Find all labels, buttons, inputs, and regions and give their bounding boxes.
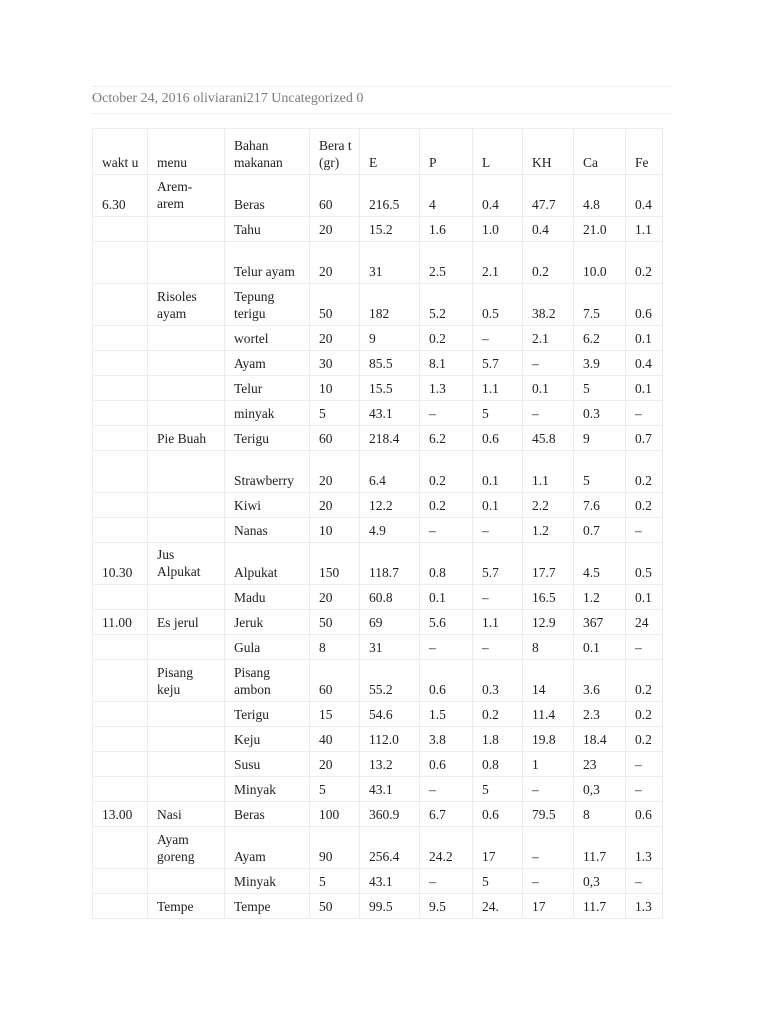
cell-berat: 40 xyxy=(310,727,360,752)
cell-protein: 0.8 xyxy=(420,543,473,585)
cell-protein: 1.5 xyxy=(420,702,473,727)
cell-menu: Arem-arem xyxy=(148,175,225,217)
header-berat: Bera t (gr) xyxy=(310,129,360,175)
cell-berat: 50 xyxy=(310,610,360,635)
cell-energi: 12.2 xyxy=(360,493,420,518)
cell-waktu xyxy=(93,284,148,326)
table-header-row xyxy=(93,129,663,175)
cell-protein: 3.8 xyxy=(420,727,473,752)
cell-energi: 13.2 xyxy=(360,752,420,777)
table-row xyxy=(93,426,663,451)
cell-protein: 0.1 xyxy=(420,585,473,610)
cell-berat: 5 xyxy=(310,777,360,802)
cell-protein: – xyxy=(420,635,473,660)
cell-kalsium: 4.5 xyxy=(574,543,626,585)
cell-energi: 60.8 xyxy=(360,585,420,610)
cell-besi: – xyxy=(626,401,663,426)
cell-energi: 54.6 xyxy=(360,702,420,727)
cell-protein: 24.2 xyxy=(420,827,473,869)
table-row xyxy=(93,401,663,426)
cell-protein: 6.2 xyxy=(420,426,473,451)
cell-bahan: Ayam xyxy=(225,827,310,869)
cell-kalsium: 23 xyxy=(574,752,626,777)
cell-berat: 20 xyxy=(310,451,360,493)
cell-waktu xyxy=(93,518,148,543)
cell-lemak: 1.1 xyxy=(473,610,523,635)
cell-energi: 85.5 xyxy=(360,351,420,376)
cell-menu xyxy=(148,702,225,727)
cell-menu: Risoles ayam xyxy=(148,284,225,326)
cell-energi: 256.4 xyxy=(360,827,420,869)
post-author[interactable]: oliviarani217 xyxy=(193,91,268,106)
cell-kalsium: 3.9 xyxy=(574,351,626,376)
cell-menu xyxy=(148,401,225,426)
cell-menu xyxy=(148,518,225,543)
cell-berat: 20 xyxy=(310,493,360,518)
cell-energi: 360.9 xyxy=(360,802,420,827)
cell-bahan: Pisang ambon xyxy=(225,660,310,702)
table-row xyxy=(93,493,663,518)
table-row xyxy=(93,660,663,702)
cell-menu: Ayam goreng xyxy=(148,827,225,869)
cell-protein: – xyxy=(420,777,473,802)
cell-karbohidrat: 45.8 xyxy=(523,426,574,451)
table-row xyxy=(93,802,663,827)
cell-kalsium: 367 xyxy=(574,610,626,635)
cell-berat: 90 xyxy=(310,827,360,869)
cell-protein: 0.6 xyxy=(420,752,473,777)
table-row xyxy=(93,585,663,610)
table-row xyxy=(93,827,663,869)
cell-protein: 5.6 xyxy=(420,610,473,635)
cell-energi: 4.9 xyxy=(360,518,420,543)
cell-karbohidrat: – xyxy=(523,777,574,802)
cell-lemak: 5.7 xyxy=(473,543,523,585)
cell-waktu xyxy=(93,702,148,727)
cell-kalsium: 10.0 xyxy=(574,242,626,284)
cell-menu xyxy=(148,242,225,284)
cell-kalsium: 0,3 xyxy=(574,869,626,894)
cell-energi: 43.1 xyxy=(360,777,420,802)
cell-protein: 0.2 xyxy=(420,451,473,493)
cell-karbohidrat: 12.9 xyxy=(523,610,574,635)
cell-bahan: Tempe xyxy=(225,894,310,919)
table-row xyxy=(93,869,663,894)
cell-kalsium: 0.3 xyxy=(574,401,626,426)
cell-karbohidrat: 16.5 xyxy=(523,585,574,610)
cell-besi: 0.4 xyxy=(626,351,663,376)
cell-besi: 1.3 xyxy=(626,827,663,869)
table-row xyxy=(93,217,663,242)
cell-waktu xyxy=(93,351,148,376)
cell-bahan: Terigu xyxy=(225,426,310,451)
cell-bahan: Terigu xyxy=(225,702,310,727)
cell-bahan: Beras xyxy=(225,175,310,217)
post-category[interactable]: Uncategorized xyxy=(271,91,353,106)
cell-menu: Tempe xyxy=(148,894,225,919)
cell-menu xyxy=(148,376,225,401)
table-row xyxy=(93,376,663,401)
cell-energi: 43.1 xyxy=(360,869,420,894)
cell-besi: 1.3 xyxy=(626,894,663,919)
cell-bahan: wortel xyxy=(225,326,310,351)
cell-berat: 20 xyxy=(310,326,360,351)
cell-waktu xyxy=(93,585,148,610)
cell-lemak: 5 xyxy=(473,777,523,802)
cell-waktu xyxy=(93,894,148,919)
cell-berat: 8 xyxy=(310,635,360,660)
cell-besi: – xyxy=(626,518,663,543)
cell-berat: 60 xyxy=(310,660,360,702)
cell-waktu xyxy=(93,727,148,752)
cell-besi: 0.1 xyxy=(626,585,663,610)
cell-lemak: 5 xyxy=(473,401,523,426)
cell-menu xyxy=(148,777,225,802)
cell-waktu xyxy=(93,869,148,894)
cell-besi: 0.2 xyxy=(626,702,663,727)
cell-bahan: Beras xyxy=(225,802,310,827)
cell-lemak: 1.8 xyxy=(473,727,523,752)
cell-menu xyxy=(148,217,225,242)
cell-berat: 20 xyxy=(310,242,360,284)
cell-lemak: 0.6 xyxy=(473,426,523,451)
cell-waktu xyxy=(93,401,148,426)
cell-waktu xyxy=(93,777,148,802)
header-karbohidrat: KH xyxy=(523,129,574,175)
cell-protein: – xyxy=(420,518,473,543)
header-protein: P xyxy=(420,129,473,175)
cell-besi: 0.2 xyxy=(626,493,663,518)
cell-karbohidrat: 38.2 xyxy=(523,284,574,326)
cell-energi: 99.5 xyxy=(360,894,420,919)
cell-karbohidrat: 0.2 xyxy=(523,242,574,284)
cell-energi: 182 xyxy=(360,284,420,326)
cell-besi: – xyxy=(626,752,663,777)
cell-menu xyxy=(148,635,225,660)
cell-kalsium: 3.6 xyxy=(574,660,626,702)
cell-berat: 20 xyxy=(310,752,360,777)
cell-lemak: 0.3 xyxy=(473,660,523,702)
cell-bahan: Madu xyxy=(225,585,310,610)
cell-berat: 10 xyxy=(310,376,360,401)
cell-berat: 15 xyxy=(310,702,360,727)
header-energi: E xyxy=(360,129,420,175)
cell-energi: 218.4 xyxy=(360,426,420,451)
cell-waktu: 6.30 xyxy=(93,175,148,217)
cell-bahan: Alpukat xyxy=(225,543,310,585)
cell-besi: 0.2 xyxy=(626,451,663,493)
cell-karbohidrat: 11.4 xyxy=(523,702,574,727)
cell-waktu xyxy=(93,426,148,451)
table-row xyxy=(93,610,663,635)
header-besi: Fe xyxy=(626,129,663,175)
cell-karbohidrat: 0.4 xyxy=(523,217,574,242)
cell-protein: – xyxy=(420,869,473,894)
cell-protein: – xyxy=(420,401,473,426)
cell-lemak: 5 xyxy=(473,869,523,894)
cell-waktu xyxy=(93,451,148,493)
cell-lemak: 0.5 xyxy=(473,284,523,326)
cell-bahan: Jeruk xyxy=(225,610,310,635)
cell-protein: 6.7 xyxy=(420,802,473,827)
cell-menu xyxy=(148,727,225,752)
cell-protein: 1.6 xyxy=(420,217,473,242)
table-row xyxy=(93,175,663,217)
cell-energi: 15.2 xyxy=(360,217,420,242)
cell-karbohidrat: 8 xyxy=(523,635,574,660)
post-meta xyxy=(92,91,363,107)
cell-protein: 0.6 xyxy=(420,660,473,702)
cell-berat: 30 xyxy=(310,351,360,376)
cell-lemak: 0.2 xyxy=(473,702,523,727)
cell-energi: 43.1 xyxy=(360,401,420,426)
cell-kalsium: 0.1 xyxy=(574,635,626,660)
cell-lemak: 17 xyxy=(473,827,523,869)
header-kalsium: Ca xyxy=(574,129,626,175)
cell-berat: 50 xyxy=(310,894,360,919)
cell-waktu xyxy=(93,217,148,242)
cell-lemak: 24. xyxy=(473,894,523,919)
cell-menu xyxy=(148,493,225,518)
cell-protein: 1.3 xyxy=(420,376,473,401)
cell-karbohidrat: 17 xyxy=(523,894,574,919)
cell-menu xyxy=(148,326,225,351)
cell-waktu xyxy=(93,635,148,660)
cell-energi: 216.5 xyxy=(360,175,420,217)
cell-berat: 20 xyxy=(310,217,360,242)
header-menu: menu xyxy=(148,129,225,175)
cell-bahan: Strawberry xyxy=(225,451,310,493)
table-row xyxy=(93,284,663,326)
table-row xyxy=(93,702,663,727)
cell-besi: 0.2 xyxy=(626,660,663,702)
cell-berat: 5 xyxy=(310,869,360,894)
cell-bahan: Minyak xyxy=(225,869,310,894)
cell-besi: – xyxy=(626,869,663,894)
table-body xyxy=(93,175,663,919)
cell-karbohidrat: 47.7 xyxy=(523,175,574,217)
cell-besi: 24 xyxy=(626,610,663,635)
cell-lemak: 0.6 xyxy=(473,802,523,827)
cell-karbohidrat: 0.1 xyxy=(523,376,574,401)
cell-besi: – xyxy=(626,777,663,802)
cell-lemak: 5.7 xyxy=(473,351,523,376)
cell-menu xyxy=(148,585,225,610)
cell-waktu xyxy=(93,827,148,869)
cell-protein: 8.1 xyxy=(420,351,473,376)
cell-bahan: Ayam xyxy=(225,351,310,376)
cell-besi: 0.5 xyxy=(626,543,663,585)
cell-energi: 6.4 xyxy=(360,451,420,493)
cell-lemak: – xyxy=(473,326,523,351)
cell-besi: 0.1 xyxy=(626,376,663,401)
table-row xyxy=(93,351,663,376)
cell-waktu xyxy=(93,660,148,702)
cell-karbohidrat: 2.2 xyxy=(523,493,574,518)
cell-kalsium: 0,3 xyxy=(574,777,626,802)
cell-lemak: 1.1 xyxy=(473,376,523,401)
cell-kalsium: 4.8 xyxy=(574,175,626,217)
cell-bahan: Tahu xyxy=(225,217,310,242)
cell-besi: 0.7 xyxy=(626,426,663,451)
cell-menu: Nasi xyxy=(148,802,225,827)
cell-energi: 55.2 xyxy=(360,660,420,702)
cell-karbohidrat: 1 xyxy=(523,752,574,777)
cell-berat: 10 xyxy=(310,518,360,543)
cell-besi: 0.1 xyxy=(626,326,663,351)
cell-waktu xyxy=(93,376,148,401)
cell-besi: – xyxy=(626,635,663,660)
cell-berat: 150 xyxy=(310,543,360,585)
header-waktu: wakt u xyxy=(93,129,148,175)
cell-besi: 1.1 xyxy=(626,217,663,242)
cell-berat: 100 xyxy=(310,802,360,827)
cell-karbohidrat: – xyxy=(523,351,574,376)
cell-energi: 31 xyxy=(360,242,420,284)
cell-menu: Es jerul xyxy=(148,610,225,635)
cell-protein: 4 xyxy=(420,175,473,217)
cell-bahan: Keju xyxy=(225,727,310,752)
cell-lemak: 0.1 xyxy=(473,493,523,518)
cell-lemak: 0.4 xyxy=(473,175,523,217)
cell-menu xyxy=(148,451,225,493)
cell-kalsium: 21.0 xyxy=(574,217,626,242)
cell-menu xyxy=(148,869,225,894)
cell-menu: Pisang keju xyxy=(148,660,225,702)
cell-kalsium: 1.2 xyxy=(574,585,626,610)
cell-lemak: 1.0 xyxy=(473,217,523,242)
cell-bahan: Gula xyxy=(225,635,310,660)
cell-berat: 60 xyxy=(310,175,360,217)
top-divider xyxy=(92,86,672,87)
table-row xyxy=(93,326,663,351)
cell-bahan: Telur xyxy=(225,376,310,401)
cell-besi: 0.2 xyxy=(626,242,663,284)
table-row xyxy=(93,894,663,919)
cell-berat: 20 xyxy=(310,585,360,610)
cell-energi: 69 xyxy=(360,610,420,635)
cell-energi: 15.5 xyxy=(360,376,420,401)
cell-kalsium: 5 xyxy=(574,451,626,493)
cell-karbohidrat: – xyxy=(523,401,574,426)
cell-besi: 0.2 xyxy=(626,727,663,752)
table-row xyxy=(93,543,663,585)
cell-kalsium: 9 xyxy=(574,426,626,451)
cell-waktu: 11.00 xyxy=(93,610,148,635)
cell-karbohidrat: – xyxy=(523,827,574,869)
cell-berat: 50 xyxy=(310,284,360,326)
header-lemak: L xyxy=(473,129,523,175)
table-row xyxy=(93,242,663,284)
cell-besi: 0.6 xyxy=(626,284,663,326)
cell-kalsium: 7.5 xyxy=(574,284,626,326)
cell-waktu xyxy=(93,752,148,777)
cell-bahan: Minyak xyxy=(225,777,310,802)
cell-karbohidrat: 1.2 xyxy=(523,518,574,543)
cell-bahan: Kiwi xyxy=(225,493,310,518)
meta-divider xyxy=(92,113,672,114)
cell-kalsium: 11.7 xyxy=(574,827,626,869)
cell-lemak: – xyxy=(473,585,523,610)
cell-waktu xyxy=(93,493,148,518)
cell-kalsium: 11.7 xyxy=(574,894,626,919)
cell-bahan: Nanas xyxy=(225,518,310,543)
cell-kalsium: 8 xyxy=(574,802,626,827)
cell-karbohidrat: 1.1 xyxy=(523,451,574,493)
cell-menu: Pie Buah xyxy=(148,426,225,451)
post-date[interactable]: October 24, 2016 xyxy=(92,91,190,106)
cell-energi: 31 xyxy=(360,635,420,660)
table-row xyxy=(93,451,663,493)
cell-karbohidrat: 17.7 xyxy=(523,543,574,585)
cell-protein: 9.5 xyxy=(420,894,473,919)
cell-kalsium: 7.6 xyxy=(574,493,626,518)
table-row xyxy=(93,752,663,777)
cell-protein: 2.5 xyxy=(420,242,473,284)
cell-lemak: 2.1 xyxy=(473,242,523,284)
cell-energi: 118.7 xyxy=(360,543,420,585)
table-row xyxy=(93,518,663,543)
table-row xyxy=(93,777,663,802)
cell-kalsium: 2.3 xyxy=(574,702,626,727)
header-bahan: Bahan makanan xyxy=(225,129,310,175)
cell-energi: 9 xyxy=(360,326,420,351)
cell-karbohidrat: 19.8 xyxy=(523,727,574,752)
cell-bahan: Telur ayam xyxy=(225,242,310,284)
table-row xyxy=(93,727,663,752)
cell-karbohidrat: 14 xyxy=(523,660,574,702)
cell-besi: 0.4 xyxy=(626,175,663,217)
cell-kalsium: 5 xyxy=(574,376,626,401)
cell-kalsium: 6.2 xyxy=(574,326,626,351)
cell-waktu xyxy=(93,326,148,351)
cell-berat: 60 xyxy=(310,426,360,451)
cell-menu xyxy=(148,351,225,376)
table-row xyxy=(93,635,663,660)
cell-protein: 0.2 xyxy=(420,326,473,351)
post-comment-count[interactable]: 0 xyxy=(356,91,364,106)
cell-karbohidrat: 2.1 xyxy=(523,326,574,351)
cell-bahan: Susu xyxy=(225,752,310,777)
cell-berat: 5 xyxy=(310,401,360,426)
cell-karbohidrat: 79.5 xyxy=(523,802,574,827)
cell-waktu: 13.00 xyxy=(93,802,148,827)
cell-karbohidrat: – xyxy=(523,869,574,894)
cell-waktu: 10.30 xyxy=(93,543,148,585)
cell-lemak: 0.1 xyxy=(473,451,523,493)
cell-protein: 0.2 xyxy=(420,493,473,518)
cell-protein: 5.2 xyxy=(420,284,473,326)
nutrition-table xyxy=(92,128,663,919)
cell-bahan: Tepung terigu xyxy=(225,284,310,326)
cell-menu xyxy=(148,752,225,777)
cell-menu: Jus Alpukat xyxy=(148,543,225,585)
cell-bahan: minyak xyxy=(225,401,310,426)
cell-kalsium: 0.7 xyxy=(574,518,626,543)
cell-besi: 0.6 xyxy=(626,802,663,827)
cell-lemak: – xyxy=(473,635,523,660)
cell-waktu xyxy=(93,242,148,284)
cell-kalsium: 18.4 xyxy=(574,727,626,752)
cell-lemak: – xyxy=(473,518,523,543)
cell-energi: 112.0 xyxy=(360,727,420,752)
cell-lemak: 0.8 xyxy=(473,752,523,777)
